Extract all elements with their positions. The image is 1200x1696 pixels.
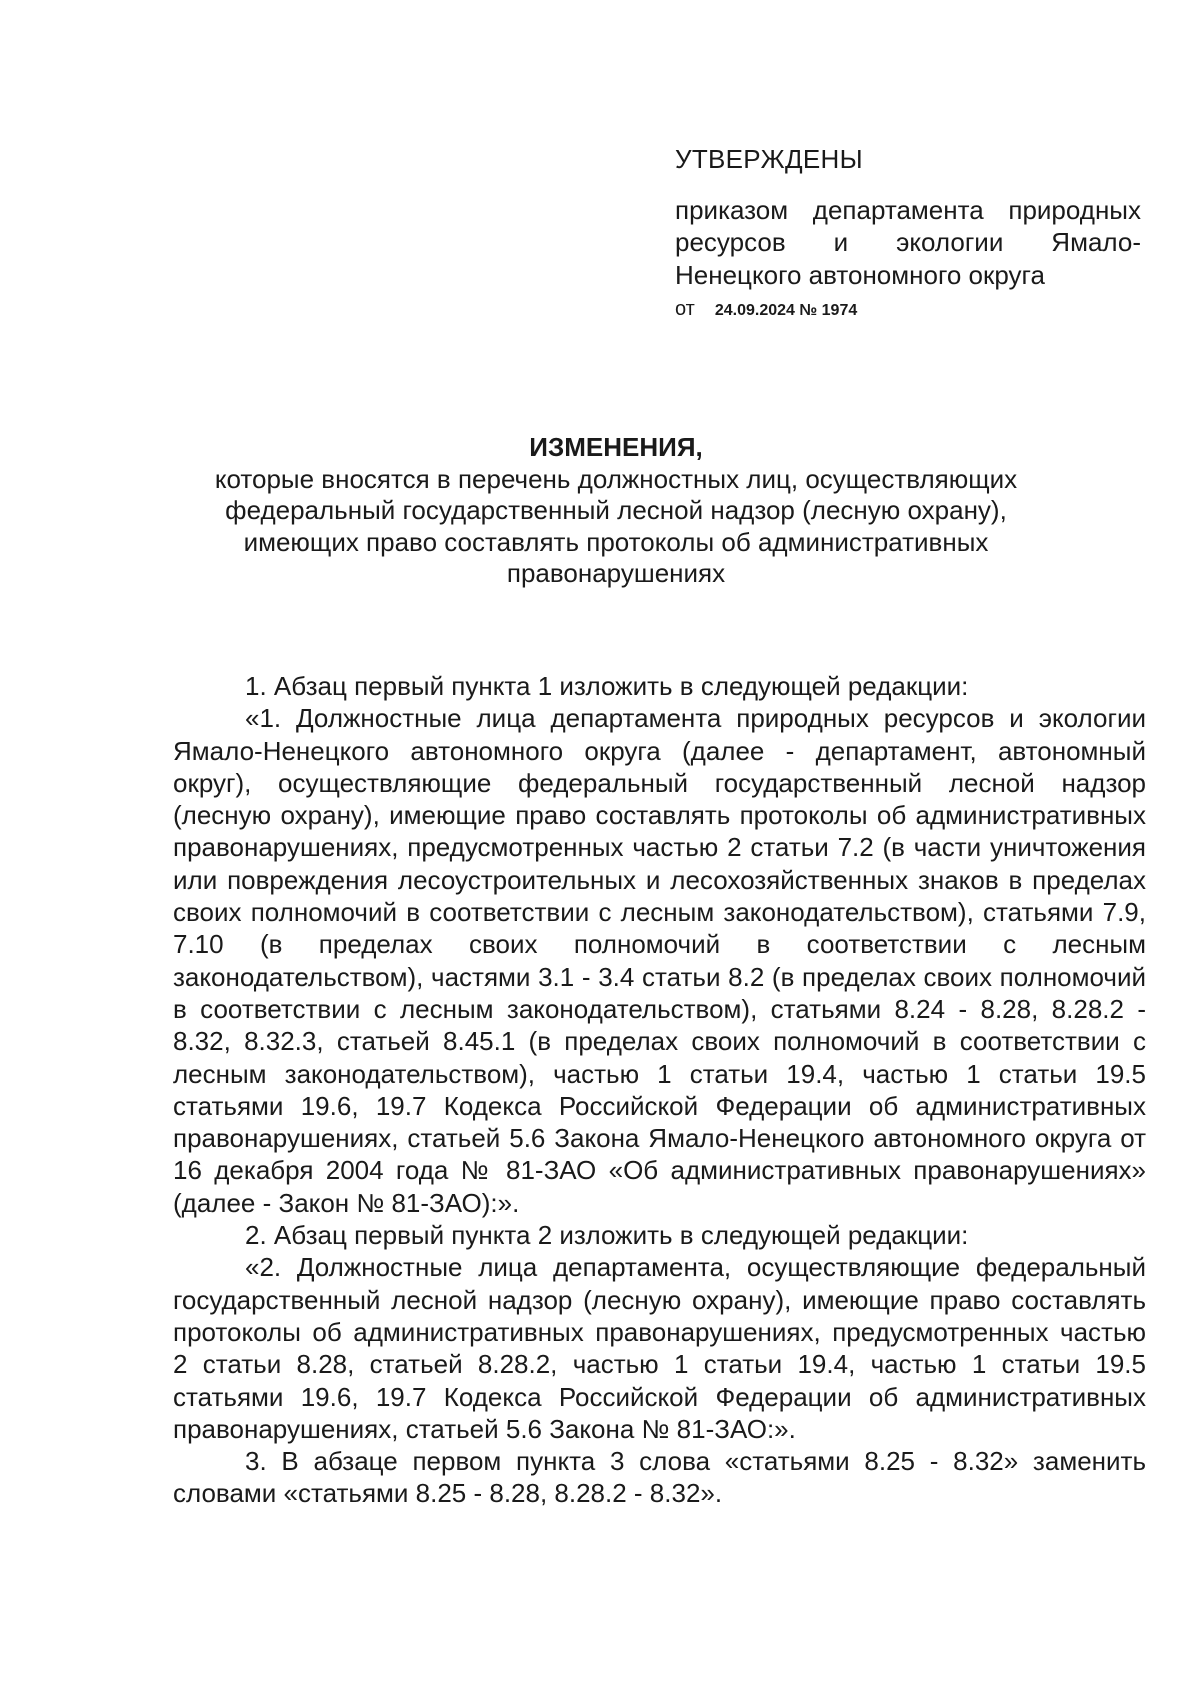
document-body <box>173 670 1146 1510</box>
title-block <box>178 432 1054 590</box>
date-prefix: от <box>675 298 695 320</box>
paragraph-quote-1: «1. Должностные лица департамента природных ресурсов и экологии Ямало-Ненецкого автономного округа (далее - департамент, автономный округ), осуществляющие федеральный государственный лесной надзор (лесную охрану), имеющие право составлять протоколы об административных правонарушениях, предусмотренных частью 2 статьи 7.2 (в части уничтожения или повреждения лесоустроительных и лесохозяйственных знаков в пределах своих полномочий в соответствии с лесным законодательством), статьями 7.9, 7.10 (в пределах своих полномочий в соответствии с лесным законодательством), частями 3.1 - 3.4 статьи 8.2 (в пределах своих полномочий в соответствии с лесным законодательством), статьями 8.24 - 8.28, 8.28.2 - 8.32, 8.32.3, статьей 8.45.1 (в пределах своих полномочий в соответствии с лесным законодательством), частью 1 статьи 19.4, частью 1 статьи 19.5 статьями 19.6, 19.7 Кодекса Российской Федерации об административных правонарушениях, статьей 5.6 Закона Ямало-Ненецкого автономного округа от 16 декабря 2004 года № 81-ЗАО «Об административных правонарушениях» (далее - Закон № 81-ЗАО):». <box>173 703 1146 1218</box>
paragraph-quote-2: «2. Должностные лица департамента, осуществляющие федеральный государственный лесной надзор (лесную охрану), имеющие право составлять протоколы об административных правонарушениях, предусмотренных частью 2 статьи 8.28, статьей 8.28.2, частью 1 статьи 19.4, частью 1 статьи 19.5 статьями 19.6, 19.7 Кодекса Российской Федерации об административных правонарушениях, статьей 5.6 Закона № 81-ЗАО:». <box>173 1252 1146 1444</box>
paragraph-item-3: 3. В абзаце первом пункта 3 слова «статьями 8.25 - 8.32» заменить словами «статьями 8.25 - 8.28, 8.28.2 - 8.32». <box>173 1446 1146 1509</box>
document-subtitle: которые вносятся в перечень должностных лиц, осуществляющих федеральный государственный лесной надзор (лесную охрану), имеющих право составлять протоколы об административных правонарушениях <box>214 463 1018 588</box>
approval-block <box>675 143 1141 323</box>
order-date-number: 24.09.2024 № 1974 <box>714 302 858 319</box>
document-title: ИЗМЕНЕНИЯ, <box>529 432 703 462</box>
order-date-line <box>675 297 1141 323</box>
paragraph-item-1: 1. Абзац первый пункта 1 изложить в следующей редакции: <box>245 671 969 701</box>
order-reference: приказом департамента природных ресурсов и экологии Ямало-Ненецкого автономного округа <box>675 194 1141 290</box>
paragraph-item-2: 2. Абзац первый пункта 2 изложить в следующей редакции: <box>245 1220 969 1251</box>
approved-label: УТВЕРЖДЕНЫ <box>675 144 863 174</box>
